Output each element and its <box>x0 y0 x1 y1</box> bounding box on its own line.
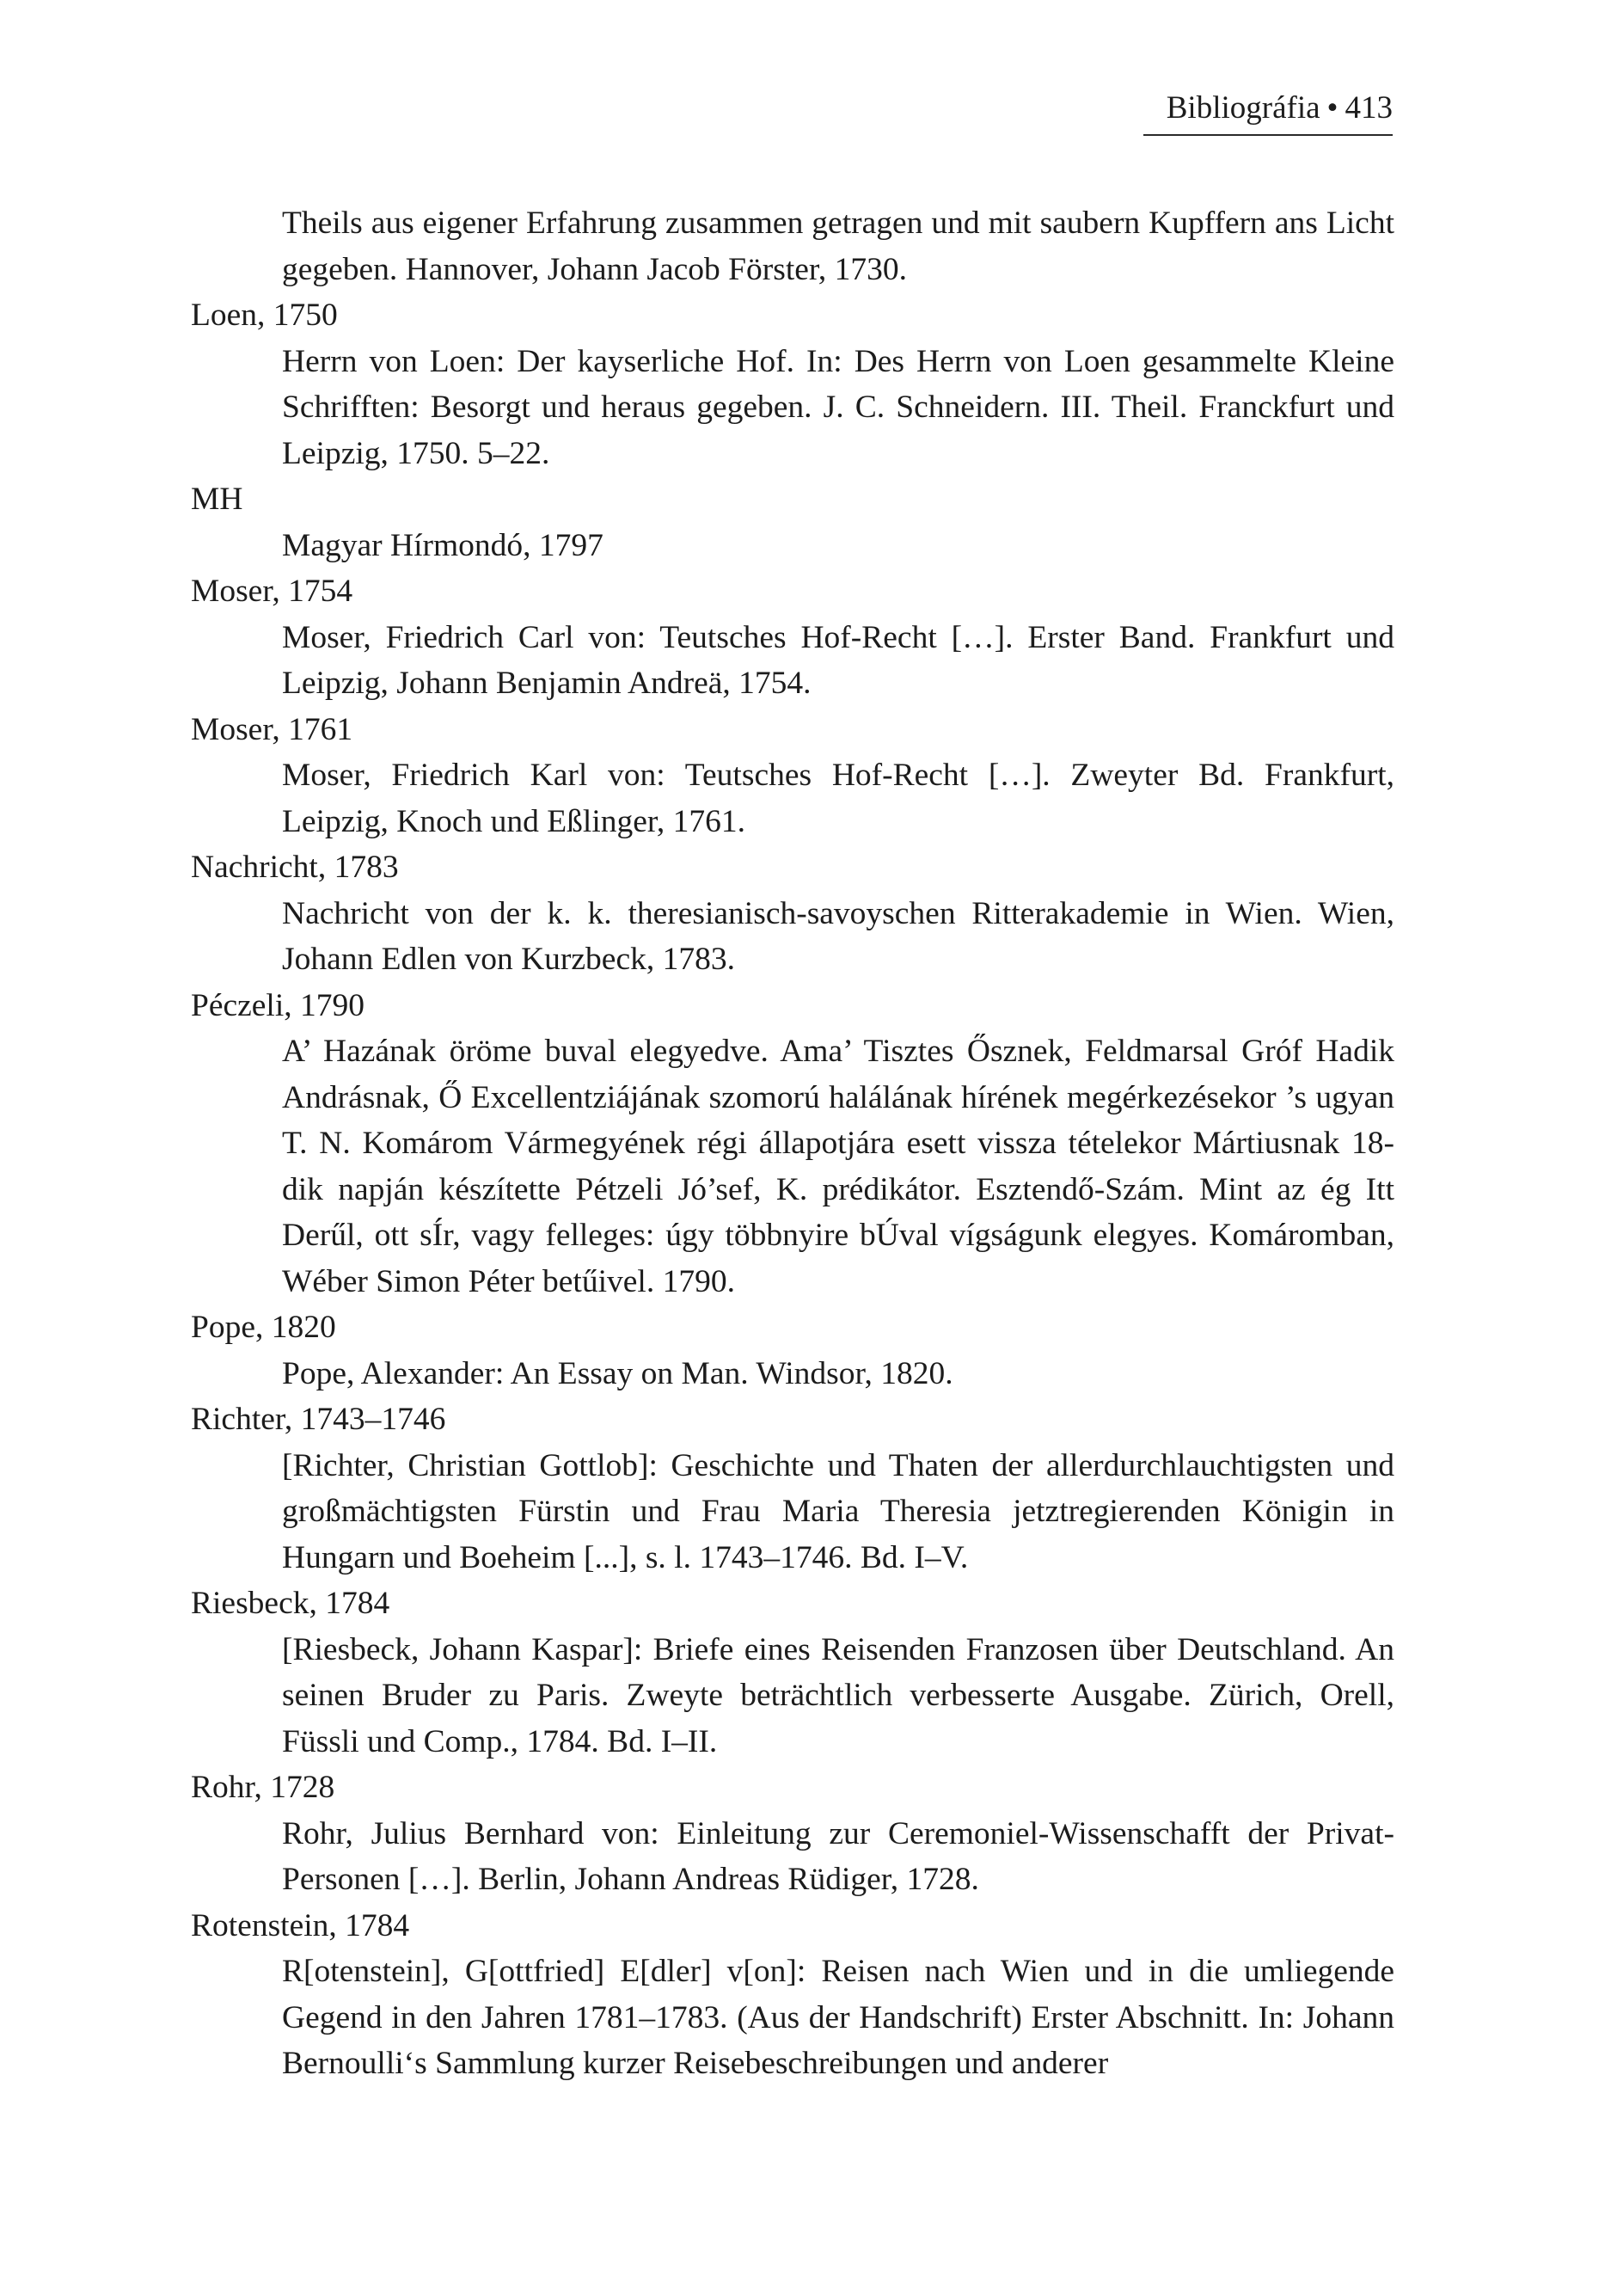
bib-entry-richter-1743-1746 <box>191 1397 1394 1581</box>
entry-reference: Magyar Hírmondó, 1797 <box>282 527 603 563</box>
entry-reference: Nachricht von der k. k. theresianisch-savoyschen Ritterakademie in Wien. Wien, Johann Edlen von Kurzbeck, 1783. <box>282 895 1394 977</box>
entry-key: Rotenstein, 1784 <box>191 1907 410 1943</box>
entry-reference: Moser, Friedrich Karl von: Teutsches Hof-Recht […]. Zweyter Bd. Frankfurt, Leipzig, Knoch und Eßlinger, 1761. <box>282 758 1394 839</box>
bib-entry-moser-1761 <box>191 707 1394 845</box>
bib-entry-rohr-1728 <box>191 1765 1394 1903</box>
entry-reference: A’ Hazának öröme buval elegyedve. Ama’ Tisztes Ősznek, Feldmarsal Gróf Hadik Andrásnak, Ő Excellentziájának szomorú halálának hírének megérkezésekor ’s ugyan T. N. Komárom Vármegyének régi állapotjára esett vissza tételekor Mártiusnak 18-dik napján készítette Pétzeli Jó’sef, K. prédikátor. Esztendő-Szám. Mint az ég Itt Derűl, ott sÍr, vagy felleges: úgy többnyire bÚval vígságunk elegyes. Komáromban, Wéber Simon Péter betűivel. 1790. <box>282 1034 1394 1299</box>
entry-reference: [Richter, Christian Gottlob]: Geschichte und Thaten der allerdurchlauchtigsten und großmächtigsten Fürstin und Frau Maria Theresia jetztregierenden Königin in Hungarn und Boeheim [...], s. l. 1743–1746. Bd. I–V. <box>282 1447 1394 1575</box>
bib-entry-rotenstein-1784 <box>191 1903 1394 2087</box>
entry-reference: Moser, Friedrich Carl von: Teutsches Hof-Recht […]. Erster Band. Frankfurt und Leipzig, Johann Benjamin Andreä, 1754. <box>282 619 1394 701</box>
section-title: Bibliográfia <box>1166 90 1320 126</box>
entry-key: Richter, 1743–1746 <box>191 1402 446 1437</box>
page-number: 413 <box>1345 90 1393 126</box>
entry-reference: Rohr, Julius Bernhard von: Einleitung zur Ceremoniel-Wissenschafft der Privat-Personen […]. Berlin, Johann Andreas Rüdiger, 1728. <box>282 1815 1394 1897</box>
bib-entry-peczeli-1790 <box>191 983 1394 1305</box>
bib-entry-pope-1820 <box>191 1305 1394 1397</box>
entry-key: Moser, 1754 <box>191 574 353 609</box>
continued-reference: Theils aus eigener Erfahrung zusammen getragen und mit saubern Kupffern ans Licht gegeben. Hannover, Johann Jacob Förster, 1730. <box>282 206 1394 287</box>
bibliography-list <box>191 200 1394 2087</box>
entry-reference: Herrn von Loen: Der kayserliche Hof. In: Des Herrn von Loen gesammelte Kleine Schrifften: Besorgt und heraus gegeben. J. C. Schneidern. III. Theil. Franckfurt und Leipzig, 1750. 5–22. <box>282 343 1394 471</box>
bib-entry-riesbeck-1784 <box>191 1581 1394 1765</box>
entry-key: Riesbeck, 1784 <box>191 1586 390 1621</box>
entry-reference: [Riesbeck, Johann Kaspar]: Briefe eines Reisenden Franzosen über Deutschland. An seinen Bruder zu Paris. Zweyte beträchtlich verbesserte Ausgabe. Zürich, Orell, Füssli und Comp., 1784. Bd. I–II. <box>282 1631 1394 1759</box>
entry-key: Pope, 1820 <box>191 1310 336 1345</box>
entry-key: Péczeli, 1790 <box>191 987 365 1023</box>
entry-key: Rohr, 1728 <box>191 1770 335 1805</box>
entry-key: Nachricht, 1783 <box>191 850 399 885</box>
bib-entry-loen-1750 <box>191 292 1394 476</box>
bib-entry-nachricht-1783 <box>191 844 1394 983</box>
entry-key: MH <box>191 482 243 517</box>
running-header <box>1143 88 1393 136</box>
header-separator: • <box>1326 90 1339 126</box>
bib-entry-moser-1754 <box>191 568 1394 707</box>
bib-entry-mh <box>191 476 1394 568</box>
entry-key: Loen, 1750 <box>191 298 338 333</box>
entry-reference: Pope, Alexander: An Essay on Man. Windsor, 1820. <box>282 1355 953 1391</box>
entry-reference: R[otenstein], G[ottfried] E[dler] v[on]: Reisen nach Wien und in die umliegende Gegend in den Jahren 1781–1783. (Aus der Handschrift) Erster Abschnitt. In: Johann Bernoulli‘s Sammlung kurzer Reisebeschreibungen und anderer <box>282 1954 1394 2081</box>
entry-key: Moser, 1761 <box>191 711 353 747</box>
